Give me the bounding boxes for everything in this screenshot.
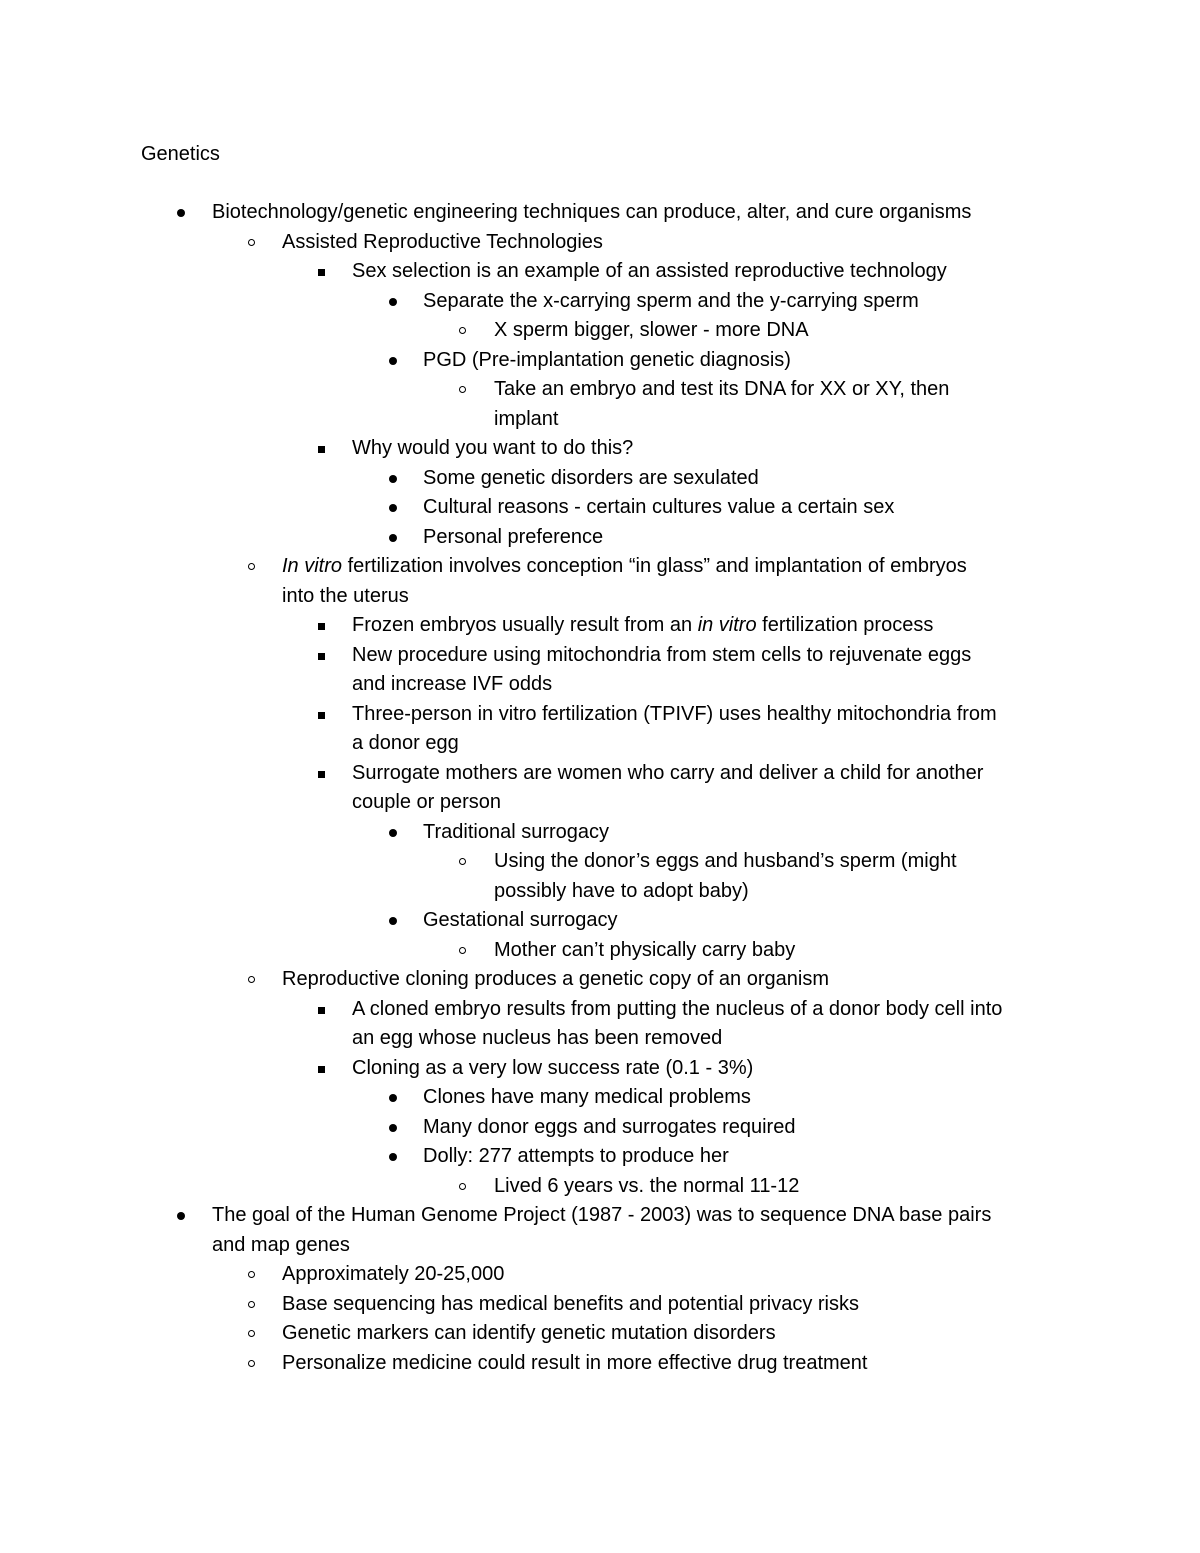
list-item: [0, 700, 1200, 759]
list-item: [0, 228, 1200, 258]
list-item: [0, 1083, 1200, 1113]
list-item: [0, 198, 1200, 228]
list-item: [0, 965, 1200, 995]
list-item-text: Mother can’t physically carry baby: [494, 938, 796, 961]
list-item-text: Assisted Reproductive Technologies: [282, 230, 603, 253]
list-item-text: Using the donor’s eggs and husband’s sperm (might: [494, 850, 957, 872]
list-item: [0, 287, 1200, 317]
list-item: [0, 847, 1200, 906]
list-item-text: The goal of the Human Genome Project (1987 - 2003) was to sequence DNA base pairs: [212, 1204, 992, 1226]
list-item-text: Personal preference: [423, 525, 604, 548]
list-item-text: Reproductive cloning produces a genetic copy of an organism: [282, 968, 829, 990]
list-item: [0, 1172, 1200, 1202]
list-item: [0, 257, 1200, 287]
list-item-text: and map genes: [212, 1233, 350, 1256]
list-item-text: [352, 611, 1142, 641]
list-item-text: PGD (Pre-implantation genetic diagnosis): [423, 348, 791, 371]
list-item: [0, 493, 1200, 523]
list-item: [0, 936, 1200, 966]
list-item-text: New procedure using mitochondria from stem cells to rejuvenate eggs: [352, 643, 972, 666]
list-item-text: Cultural reasons - certain cultures value a certain sex: [423, 496, 895, 518]
list-item-text: Genetic markers can identify genetic mutation disorders: [282, 1322, 776, 1344]
list-item: [0, 552, 1200, 611]
list-item-text: possibly have to adopt baby): [494, 879, 749, 902]
italic-text: in vitro: [697, 614, 757, 636]
list-item-text: Personalize medicine could result in more effective drug treatment: [282, 1351, 868, 1374]
list-item: [0, 1349, 1200, 1379]
italic-text: In vitro: [282, 555, 343, 577]
list-item: [0, 1201, 1200, 1260]
list-item-text: Sex selection is an example of an assisted reproductive technology: [352, 260, 947, 282]
list-item: [0, 641, 1200, 700]
list-item: [0, 1290, 1200, 1320]
list-item-text: Lived 6 years vs. the normal 11-12: [494, 1174, 800, 1197]
list-item: [0, 759, 1200, 818]
list-item-text: Three-person in vitro fertilization (TPIVF) uses healthy mitochondria from: [352, 702, 997, 725]
list-item: [0, 523, 1200, 553]
list-item: [0, 1260, 1200, 1290]
list-item-text: X sperm bigger, slower - more DNA: [494, 319, 809, 341]
list-item: [0, 1319, 1200, 1349]
list-item-text: Approximately 20-25,000: [282, 1263, 505, 1285]
list-item: [0, 316, 1200, 346]
list-item-text: A cloned embryo results from putting the nucleus of a donor body cell into: [352, 997, 1003, 1020]
list-item: [0, 611, 1200, 641]
text-run: fertilization process: [756, 614, 934, 636]
list-item: [0, 906, 1200, 936]
list-item-text: Clones have many medical problems: [423, 1086, 751, 1108]
text-run: fertilization involves conception “in glass” and implantation of embryos: [342, 555, 967, 577]
list-item-text: a donor egg: [352, 732, 459, 754]
list-item-text: Surrogate mothers are women who carry and deliver a child for another: [352, 761, 984, 784]
list-item-text: Take an embryo and test its DNA for XX or XY, then: [494, 378, 950, 400]
list-item-text: Base sequencing has medical benefits and potential privacy risks: [282, 1292, 859, 1315]
list-item-text: Biotechnology/genetic engineering techniques can produce, alter, and cure organisms: [212, 201, 972, 223]
bullet-outline: [0, 198, 1200, 1378]
list-item-text: couple or person: [352, 791, 501, 813]
list-item-text: Traditional surrogacy: [423, 820, 610, 843]
list-item-text: Dolly: 277 attempts to produce her: [423, 1145, 729, 1167]
list-item-text: Why would you want to do this?: [352, 437, 634, 459]
list-item-text: Cloning as a very low success rate (0.1 - 3%): [352, 1056, 754, 1079]
text-run: Frozen embryos usually result from an: [352, 614, 698, 636]
list-item-text: implant: [494, 407, 559, 430]
list-item: [0, 464, 1200, 494]
list-item-text: [282, 552, 1072, 582]
list-item-text: and increase IVF odds: [352, 673, 553, 695]
list-item: [0, 1142, 1200, 1172]
page-title: Genetics: [141, 143, 220, 165]
list-item: [0, 818, 1200, 848]
list-item: [0, 1113, 1200, 1143]
list-item-text: Gestational surrogacy: [423, 909, 618, 931]
list-item-text: Many donor eggs and surrogates required: [423, 1115, 796, 1138]
list-item-text: Some genetic disorders are sexulated: [423, 466, 759, 489]
list-item: [0, 995, 1200, 1054]
list-item: [0, 434, 1200, 464]
list-item-text: an egg whose nucleus has been removed: [352, 1027, 723, 1049]
list-item-text: Separate the x-carrying sperm and the y-carrying sperm: [423, 289, 919, 312]
list-item: [0, 1054, 1200, 1084]
list-item-text: into the uterus: [282, 584, 409, 607]
list-item: [0, 346, 1200, 376]
list-item: [0, 375, 1200, 434]
